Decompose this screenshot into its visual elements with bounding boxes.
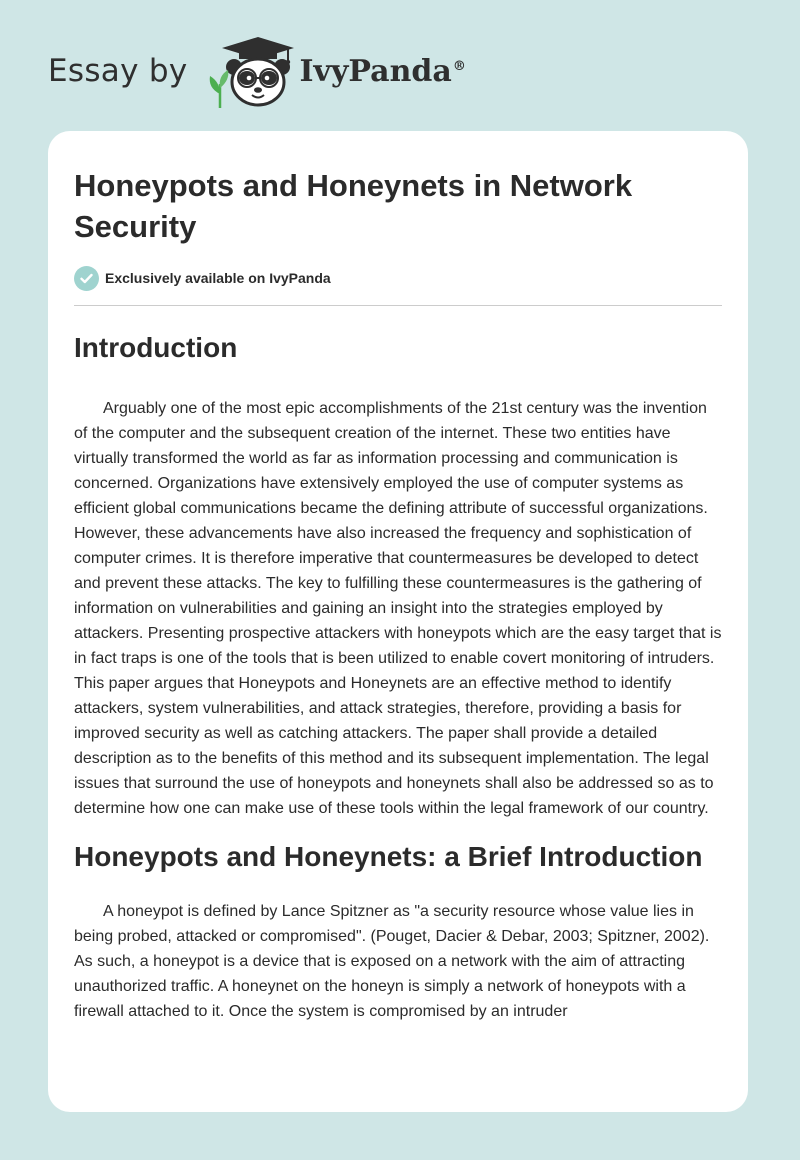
section-introduction xyxy=(74,328,722,821)
panda-logo-icon xyxy=(202,34,296,108)
exclusive-label: Exclusively available on IvyPanda xyxy=(105,270,331,286)
brand-name: IvyPanda® xyxy=(299,53,466,89)
essay-title: Honeypots and Honeynets in Network Security xyxy=(74,168,633,244)
section-paragraph: Arguably one of the most epic accomplishments of the 21st century was the invention of the computer and the subsequent creation of the internet. These two entities have virtually transformed the world as far as information processing and communication is concerned. Organizations have extensively employed the use of computer systems as efficient global communications became the defining attribute of successful organizations. However, these advancements have also increased the frequency and sophistication of computer crimes. It is therefore imperative that countermeasures be developed to detect and prevent these attacks. The key to fulfilling these countermeasures is the gathering of information on vulnerabilities and gaining an insight into the strategies employed by attackers. Presenting prospective attackers with honeypots which are the easy target that is in fact traps is one of the tools that is been utilized to enable covert monitoring of intruders. This paper argues that Honeypots and Honeynets are an effective method to identify attackers, system vulnerabilities, and attack strategies, therefore, providing a basis for improved security as well as catching attackers. The paper shall provide a detailed description as to the benefits of this method and its subsequent implementation. The legal issues that surround the use of honeypots and honeynets shall also be addressed so as to determine how one can make use of these tools within the legal framework of our country. xyxy=(74,400,722,817)
section-heading: Honeypots and Honeynets: a Brief Introduction xyxy=(74,841,703,872)
brand-prefix: Essay by xyxy=(48,53,188,89)
check-icon xyxy=(74,266,99,291)
exclusive-badge xyxy=(74,265,722,291)
registered-mark: ® xyxy=(452,58,466,74)
title-divider xyxy=(74,305,722,306)
section-heading: Introduction xyxy=(74,332,238,363)
brand-header[interactable] xyxy=(48,34,466,108)
section-paragraph: A honeypot is defined by Lance Spitzner as "a security resource whose value lies in being probed, attacked or compromised". (Pouget, Dacier & Debar, 2003; Spitzner, 2002). As such, a honeypot is a device that is exposed on a network with the aim of attracting unauthorized traffic. A honeynet on the honeyn is simply a network of honeypots with a firewall attached to it. Once the system is compromised by an intruder xyxy=(74,903,710,1020)
section-brief-introduction xyxy=(74,837,722,1024)
essay-card xyxy=(48,131,748,1112)
